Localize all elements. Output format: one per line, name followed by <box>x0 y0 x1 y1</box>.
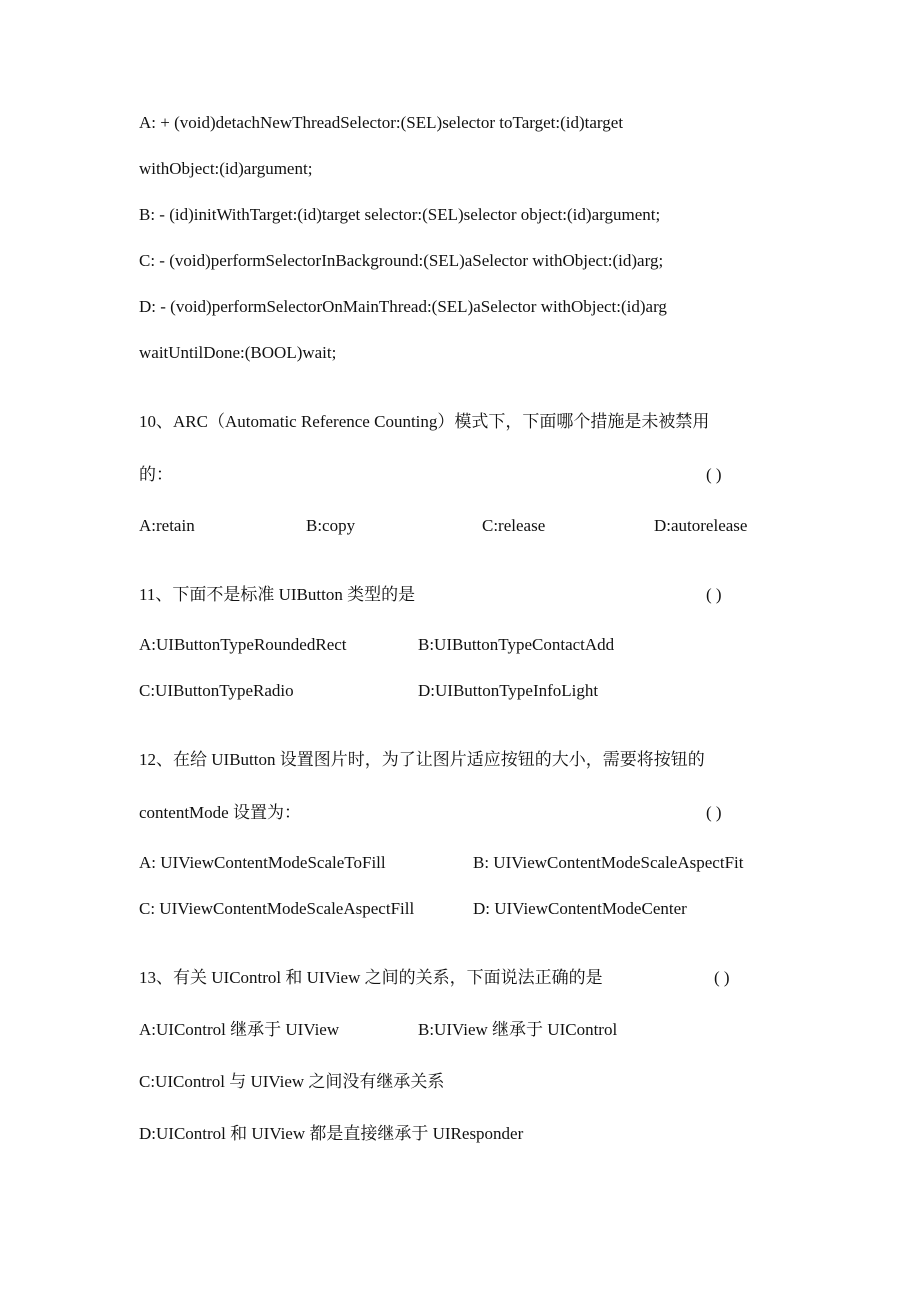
q13-option-d: D:UIControl 和 UIView 都是直接继承于 UIResponder <box>139 1124 524 1143</box>
q12-option-b: B: UIViewContentModeScaleAspectFit <box>473 853 744 872</box>
q13-option-c: C:UIControl 与 UIView 之间没有继承关系 <box>139 1072 445 1091</box>
q9-option-d-line1: D: - (void)performSelectorOnMainThread:(SEL)aSelector withObject:(id)arg <box>139 297 667 316</box>
q12-text-line2: contentMode 设置为： <box>139 803 301 822</box>
q10-option-a: A:retain <box>139 516 195 535</box>
q9-option-d-line2: waitUntilDone:(BOOL)wait; <box>139 343 337 362</box>
q10-text-line2: 的： <box>139 465 173 484</box>
q10-text-line1: 10、ARC（Automatic Reference Counting）模式下，下面哪个措施是未被禁用 <box>139 412 710 431</box>
q10-option-c: C:release <box>482 516 546 535</box>
q11-option-c: C:UIButtonTypeRadio <box>139 681 294 700</box>
q12-option-c: C: UIViewContentModeScaleAspectFill <box>139 899 415 918</box>
q12-option-a: A: UIViewContentModeScaleToFill <box>139 853 386 872</box>
q9-option-a-line2: withObject:(id)argument; <box>139 159 313 178</box>
q12-text-line1: 12、在给 UIButton 设置图片时，为了让图片适应按钮的大小，需要将按钮的 <box>139 750 705 769</box>
q11-option-a: A:UIButtonTypeRoundedRect <box>139 635 347 654</box>
q11-answer-blank: ( ) <box>706 585 722 604</box>
q10-option-b: B:copy <box>306 516 356 535</box>
q12-option-d: D: UIViewContentModeCenter <box>473 899 687 918</box>
q13-text: 13、有关 UIControl 和 UIView 之间的关系，下面说法正确的是 <box>139 968 603 987</box>
q11-text: 11、下面不是标准 UIButton 类型的是 <box>139 585 416 604</box>
q13-option-b: B:UIView 继承于 UIControl <box>418 1020 618 1039</box>
q9-option-b: B: - (id)initWithTarget:(id)target selector:(SEL)selector object:(id)argument; <box>139 205 661 224</box>
q11-option-d: D:UIButtonTypeInfoLight <box>418 681 599 700</box>
q13-option-a: A:UIControl 继承于 UIView <box>139 1020 340 1039</box>
q11-option-b: B:UIButtonTypeContactAdd <box>418 635 615 654</box>
q9-option-c: C: - (void)performSelectorInBackground:(SEL)aSelector withObject:(id)arg; <box>139 251 664 270</box>
q10-answer-blank: ( ) <box>706 465 722 484</box>
q9-option-a-line1: A: + (void)detachNewThreadSelector:(SEL)selector toTarget:(id)target <box>139 113 624 132</box>
q13-answer-blank: ( ) <box>714 968 730 987</box>
q10-option-d: D:autorelease <box>654 516 748 535</box>
q12-answer-blank: ( ) <box>706 803 722 822</box>
